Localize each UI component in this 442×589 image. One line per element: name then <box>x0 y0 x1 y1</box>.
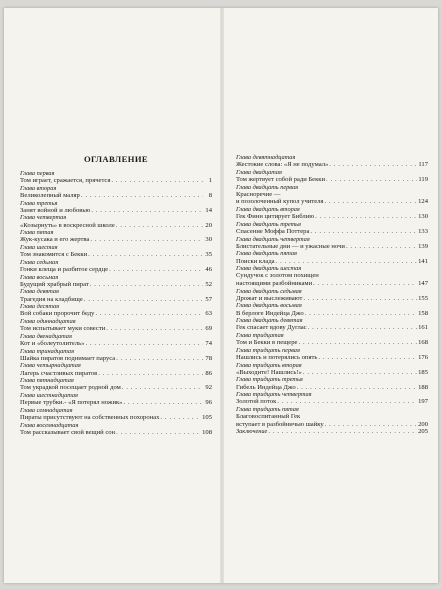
page-number: 197 <box>418 398 428 406</box>
toc-entry <box>20 348 212 363</box>
chapter-title: Трагедия на кладбище <box>20 295 83 303</box>
toc-heading: ОГЛАВЛЕНИЕ <box>83 154 149 164</box>
page-number: 8 <box>208 192 212 199</box>
chapter-title: Спасение Моффа Поттера <box>236 227 310 235</box>
page-number: 30 <box>205 236 212 244</box>
chapter-label: Глава двенадцатая <box>20 332 72 340</box>
page-number: 205 <box>418 428 428 436</box>
chapter-title: Шайка пиратов поднимает паруса <box>20 354 116 362</box>
page-number: 57 <box>205 295 212 303</box>
dot-leader <box>325 421 417 429</box>
chapter-label: Глава первая <box>20 170 55 177</box>
chapter-label: Глава тринадцатая <box>20 347 75 355</box>
page-number: 46 <box>205 265 212 273</box>
toc-entry-line <box>236 198 428 206</box>
toc-entry-line <box>20 236 212 244</box>
chapter-label: Глава двадцать девятая <box>236 317 303 325</box>
dot-leader <box>116 355 203 363</box>
page-number: 78 <box>205 354 212 362</box>
dot-leader <box>116 222 203 230</box>
dot-leader <box>310 228 417 236</box>
toc-entry <box>20 288 212 303</box>
chapter-title: Вой собаки пророчит беду <box>20 310 95 318</box>
chapter-label: Глава тридцать вторая <box>236 361 302 369</box>
toc-entry-line <box>20 355 212 363</box>
dot-leader <box>88 251 203 259</box>
chapter-label: Глава двадцать четвертая <box>236 235 310 243</box>
toc-entry <box>20 422 212 437</box>
chapter-title: Том испытывает муки совести <box>20 325 106 333</box>
chapter-title: В берлоге Индейца Джо <box>236 309 304 317</box>
chapter-title: Жестокие слова: «Я не подумал» <box>236 161 329 169</box>
toc-entry <box>20 362 212 377</box>
chapter-title: Поиски клада <box>236 257 275 265</box>
dot-leader <box>84 296 203 304</box>
toc-entry <box>20 200 212 215</box>
toc-entry <box>20 392 212 407</box>
chapter-title: Будущий храбрый пират <box>20 280 89 288</box>
toc-entry-line <box>236 310 428 318</box>
chapter-label: Глава шестая <box>20 243 58 251</box>
dot-leader <box>268 428 417 436</box>
chapter-label: Глава двадцать третья <box>236 220 301 228</box>
toc-entry-line <box>236 272 428 280</box>
chapter-title: Жук-кусака и его жертва <box>20 236 90 244</box>
chapter-label: Глава вторая <box>20 184 57 192</box>
toc-entry-line <box>20 325 212 333</box>
toc-entry-line <box>236 369 428 377</box>
dot-leader <box>160 414 201 422</box>
toc-entry <box>236 317 428 332</box>
chapter-label: Заключение <box>236 428 268 436</box>
page-number: 168 <box>418 339 428 347</box>
dot-leader <box>123 399 203 407</box>
chapter-title: и позолоченный купол учителя <box>236 198 324 206</box>
dot-leader <box>106 325 203 333</box>
page-number: 124 <box>418 198 428 206</box>
dot-leader <box>346 243 417 251</box>
chapter-title: Лагерь счастливых пиратов <box>20 369 98 377</box>
page-number: 52 <box>205 280 212 288</box>
toc-entry-line <box>20 222 212 230</box>
chapter-label: Глава восьмая <box>20 273 59 281</box>
dot-leader <box>308 324 418 332</box>
toc-entry-line <box>20 429 212 437</box>
dot-leader <box>324 198 417 206</box>
toc-entry-line <box>236 176 428 184</box>
toc-entry-line <box>236 413 428 421</box>
dot-leader <box>277 398 417 406</box>
dot-leader <box>81 192 203 200</box>
chapter-label: Глава двадцать пятая <box>236 250 297 258</box>
chapter-title: Красноречие — <box>236 190 281 198</box>
toc-entry <box>236 169 428 184</box>
dot-leader <box>297 384 417 392</box>
toc-entry-line <box>236 243 428 251</box>
chapter-label: Глава пятнадцатая <box>20 377 74 385</box>
chapter-title: Гибель Индейца Джо <box>236 383 296 391</box>
toc-entry <box>236 376 428 391</box>
chapter-title: настоящими разбойниками <box>236 279 313 287</box>
chapter-label: Глава седьмая <box>20 258 59 266</box>
dot-leader <box>298 339 417 347</box>
page-number: 63 <box>205 310 212 318</box>
page-number: 69 <box>205 325 212 333</box>
page-number: 141 <box>418 257 428 265</box>
chapter-title: Золотой поток <box>236 398 277 406</box>
chapter-title: Великолепный маляр <box>20 192 80 199</box>
dot-leader <box>95 310 203 318</box>
chapter-label: Глава пятая <box>20 229 54 237</box>
toc-entry <box>236 347 428 362</box>
toc-entry <box>20 185 212 200</box>
toc-entry <box>20 377 212 392</box>
toc-entry <box>236 302 428 317</box>
page-number: 161 <box>418 324 428 332</box>
toc-entry <box>20 303 212 318</box>
toc-right-column <box>236 154 428 436</box>
chapter-title: «Выходите! Нашлись!» <box>236 368 302 376</box>
chapter-title: Занят войной и любовью <box>20 206 91 214</box>
chapter-title: Блистательные дни — и ужасные ночи <box>236 242 345 250</box>
page-number: 200 <box>418 420 428 428</box>
page-number: 1 <box>208 177 212 185</box>
chapter-title: Первые трубки.- «Я потерял ножик» <box>20 399 123 407</box>
dot-leader <box>91 207 203 215</box>
page-number: 133 <box>418 227 428 235</box>
toc-entry-line <box>236 280 428 288</box>
toc-entry <box>236 428 428 436</box>
toc-entry-line <box>236 295 428 303</box>
chapter-title: Том жертвует собой ради Бекки <box>236 176 326 183</box>
toc-entry <box>236 221 428 236</box>
toc-entry <box>236 362 428 377</box>
dot-leader <box>329 161 417 169</box>
chapter-title: Том играет, сражается, прячется <box>20 177 111 185</box>
toc-entry-line <box>20 251 212 259</box>
page-number: 139 <box>418 242 428 250</box>
page-number: 14 <box>205 206 212 214</box>
dot-leader <box>109 266 203 274</box>
toc-entry <box>236 406 428 428</box>
page-number: 96 <box>205 399 212 407</box>
page-number: 185 <box>418 368 428 376</box>
toc-entry-line <box>236 258 428 266</box>
toc-entry-line <box>236 213 428 221</box>
page-number: 92 <box>205 384 212 392</box>
chapter-label: Глава тридцатая <box>236 331 284 339</box>
toc-entry <box>20 229 212 244</box>
page-number: 130 <box>418 213 428 221</box>
toc-entry-line <box>236 384 428 392</box>
page-number: 74 <box>205 339 212 347</box>
chapter-label: Глава тридцать третья <box>236 376 303 384</box>
toc-left-column <box>20 154 212 436</box>
dot-leader <box>305 310 417 318</box>
toc-entry <box>20 259 212 274</box>
toc-entry <box>236 288 428 303</box>
page-number: 35 <box>205 251 212 259</box>
page-number: 188 <box>418 383 428 391</box>
toc-entry-line <box>236 228 428 236</box>
dot-leader <box>315 213 417 221</box>
dot-leader <box>276 258 418 266</box>
toc-entry <box>20 244 212 259</box>
chapter-title: Нашлись и потерялись опять <box>236 353 318 361</box>
toc-entry-line <box>20 266 212 274</box>
dot-leader <box>318 354 417 362</box>
chapter-label: Глава двадцать седьмая <box>236 287 302 295</box>
dot-leader <box>90 281 203 289</box>
toc-entry <box>20 170 212 185</box>
chapter-label: Глава девятнадцатая <box>236 154 296 161</box>
toc-entry-line <box>236 324 428 332</box>
chapter-title: Гонки клеща и разбитое сердце <box>20 265 109 273</box>
page-number: 176 <box>418 353 428 361</box>
toc-entry-line <box>236 428 428 436</box>
toc-entry-line <box>20 370 212 378</box>
dot-leader <box>98 370 203 378</box>
chapter-label: Глава тридцать четвертая <box>236 391 312 399</box>
chapter-title: Том знакомится с Бекки <box>20 251 88 259</box>
toc-entry <box>20 274 212 289</box>
chapter-title: Гек Финн цитирует Библию <box>236 213 315 221</box>
toc-entry <box>236 236 428 251</box>
chapter-title: Сундучок с золотом похищен <box>236 272 319 280</box>
dot-leader <box>122 384 203 392</box>
chapter-title: «Козырнуть» в воскресной школе <box>20 221 115 229</box>
chapter-title: Пираты присутствуют на собственных похоронах <box>20 413 160 421</box>
chapter-label: Глава двадцать шестая <box>236 265 302 273</box>
chapter-label: Глава двадцать восьмая <box>236 302 302 310</box>
page-number: 147 <box>418 279 428 287</box>
toc-list-right <box>236 154 428 436</box>
toc-entry <box>20 407 212 422</box>
chapter-title: вступает в разбойничью шайку <box>236 420 324 428</box>
toc-entry <box>236 332 428 347</box>
toc-entry <box>20 318 212 333</box>
toc-entry <box>20 333 212 348</box>
toc-entry-line <box>236 354 428 362</box>
chapter-label: Глава одиннадцатая <box>20 317 76 325</box>
toc-entry-line <box>20 281 212 289</box>
chapter-label: Глава двадцать первая <box>236 183 299 191</box>
chapter-label: Глава семнадцатая <box>20 406 73 414</box>
toc-entry <box>236 206 428 221</box>
toc-list-left <box>20 170 212 436</box>
chapter-label: Глава двадцатая <box>236 168 282 176</box>
toc-entry-line <box>20 414 212 422</box>
toc-entry-line <box>20 177 212 185</box>
dot-leader <box>313 280 417 288</box>
chapter-title: Том украдкой посещает родной дом <box>20 384 121 392</box>
chapter-label: Глава десятая <box>20 303 60 311</box>
chapter-title: Кот и «болеутолитель» <box>20 339 85 347</box>
toc-entry-line <box>236 191 428 199</box>
book-gutter <box>220 8 224 583</box>
page-number: 86 <box>205 369 212 377</box>
toc-entry <box>20 214 212 229</box>
toc-entry-line <box>236 421 428 429</box>
chapter-label: Глава восемнадцатая <box>20 421 79 429</box>
page-number: 158 <box>418 309 428 317</box>
dot-leader <box>303 369 417 377</box>
chapter-label: Глава третья <box>20 199 58 207</box>
chapter-title: Дрожат и выслеживают <box>236 294 303 302</box>
toc-entry-line <box>236 161 428 169</box>
toc-entry-line <box>236 339 428 347</box>
toc-entry <box>236 154 428 169</box>
chapter-title: Благовоспитанный Гек <box>236 413 301 421</box>
page-number: 20 <box>205 221 212 229</box>
toc-entry-line <box>20 310 212 318</box>
toc-entry <box>236 265 428 287</box>
chapter-label: Глава шестнадцатая <box>20 391 78 399</box>
dot-leader <box>326 176 417 184</box>
toc-entry-line <box>20 192 212 200</box>
toc-entry <box>236 250 428 265</box>
toc-entry <box>236 391 428 406</box>
chapter-label: Глава четвертая <box>20 214 67 222</box>
page-number: 108 <box>202 428 212 436</box>
chapter-label: Глава четырнадцатая <box>20 362 81 370</box>
toc-entry <box>236 184 428 206</box>
dot-leader <box>116 429 201 437</box>
toc-entry-line <box>236 398 428 406</box>
toc-entry-line <box>20 384 212 392</box>
toc-entry-line <box>20 340 212 348</box>
toc-entry-line <box>20 207 212 215</box>
chapter-title: Том и Бекки в пещере <box>236 339 298 347</box>
toc-entry-line <box>20 296 212 304</box>
page-number: 117 <box>418 161 428 169</box>
chapter-title: Том рассказывает свой вещий сон <box>20 428 116 436</box>
toc-entry-line <box>20 399 212 407</box>
chapter-title: Гек спасает вдову Дуглас <box>236 324 307 332</box>
page-number: 105 <box>202 413 212 421</box>
chapter-label: Глава девятая <box>20 288 59 296</box>
chapter-label: Глава двадцать вторая <box>236 205 300 213</box>
page-number: 155 <box>418 294 428 302</box>
dot-leader <box>85 340 203 348</box>
dot-leader <box>111 177 203 185</box>
chapter-label: Глава тридцать первая <box>236 346 300 354</box>
chapter-label: Глава тридцать пятая <box>236 405 299 413</box>
dot-leader <box>303 295 417 303</box>
page-number: 119 <box>418 176 428 183</box>
book-spread <box>4 8 438 583</box>
dot-leader <box>90 236 203 244</box>
